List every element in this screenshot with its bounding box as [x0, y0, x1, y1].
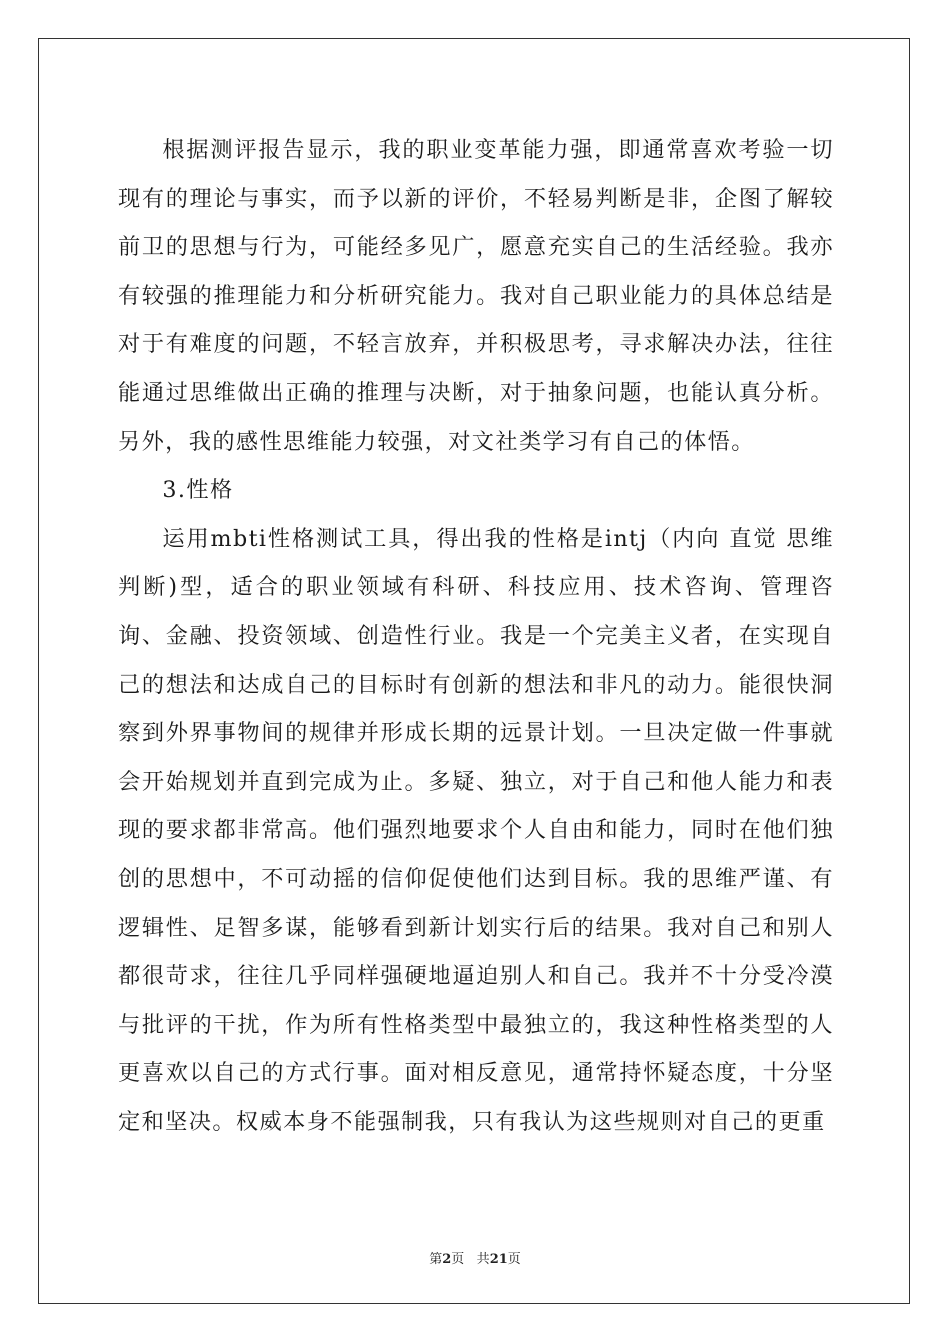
paragraph-ability: 根据测评报告显示，我的职业变革能力强，即通常喜欢考验一切现有的理论与事实，而予以新的评价，不轻易判断是非，企图了解较前卫的思想与行为，可能经多见广，愿意充实自己的生活经验。我亦有较强的推理能力和分析研究能力。我对自己职业能力的具体总结是对于有难度的问题，不轻言放弃，并积极思考，寻求解决办法，往往能通过思维做出正确的推理与决断，对于抽象问题，也能认真分析。另外，我的感性思维能力较强，对文社类学习有自己的体悟。 — [118, 137, 834, 455]
document-body — [118, 126, 834, 1146]
page-footer — [0, 1248, 950, 1267]
page-suffix: 页 — [451, 1252, 465, 1267]
section-heading-personality: 3.性格 — [162, 477, 234, 504]
total-suffix: 页 — [507, 1252, 521, 1267]
page-number: 2 — [442, 1252, 452, 1267]
paragraph-personality: 运用mbti性格测试工具，得出我的性格是intj（内向 直觉 思维判断)型，适合的职业领域有科研、科技应用、技术咨询、管理咨询、金融、投资领域、创造性行业。我是一个完美主义者，在实现自己的想法和达成自己的目标时有创新的想法和非凡的动力。能很快洞察到外界事物间的规律并形成长期的远景计划。一旦决定做一件事就会开始规划并直到完成为止。多疑、独立，对于自己和他人能力和表现的要求都非常高。他们强烈地要求个人自由和能力，同时在他们独创的思想中，不可动摇的信仰促使他们达到目标。我的思维严谨、有逻辑性、足智多谋，能够看到新计划实行后的结果。我对自己和别人都很苛求，往往几乎同样强硬地逼迫别人和自己。我并不十分受冷漠与批评的干扰，作为所有性格类型中最独立的，我这种性格类型的人更喜欢以自己的方式行事。面对相反意见，通常持怀疑态度，十分坚定和坚决。权威本身不能强制我，只有我认为这些规则对自己的更重 — [118, 525, 834, 1135]
page-prefix: 第 — [429, 1252, 443, 1267]
total-prefix: 共 — [476, 1252, 490, 1267]
total-pages: 21 — [489, 1252, 508, 1267]
